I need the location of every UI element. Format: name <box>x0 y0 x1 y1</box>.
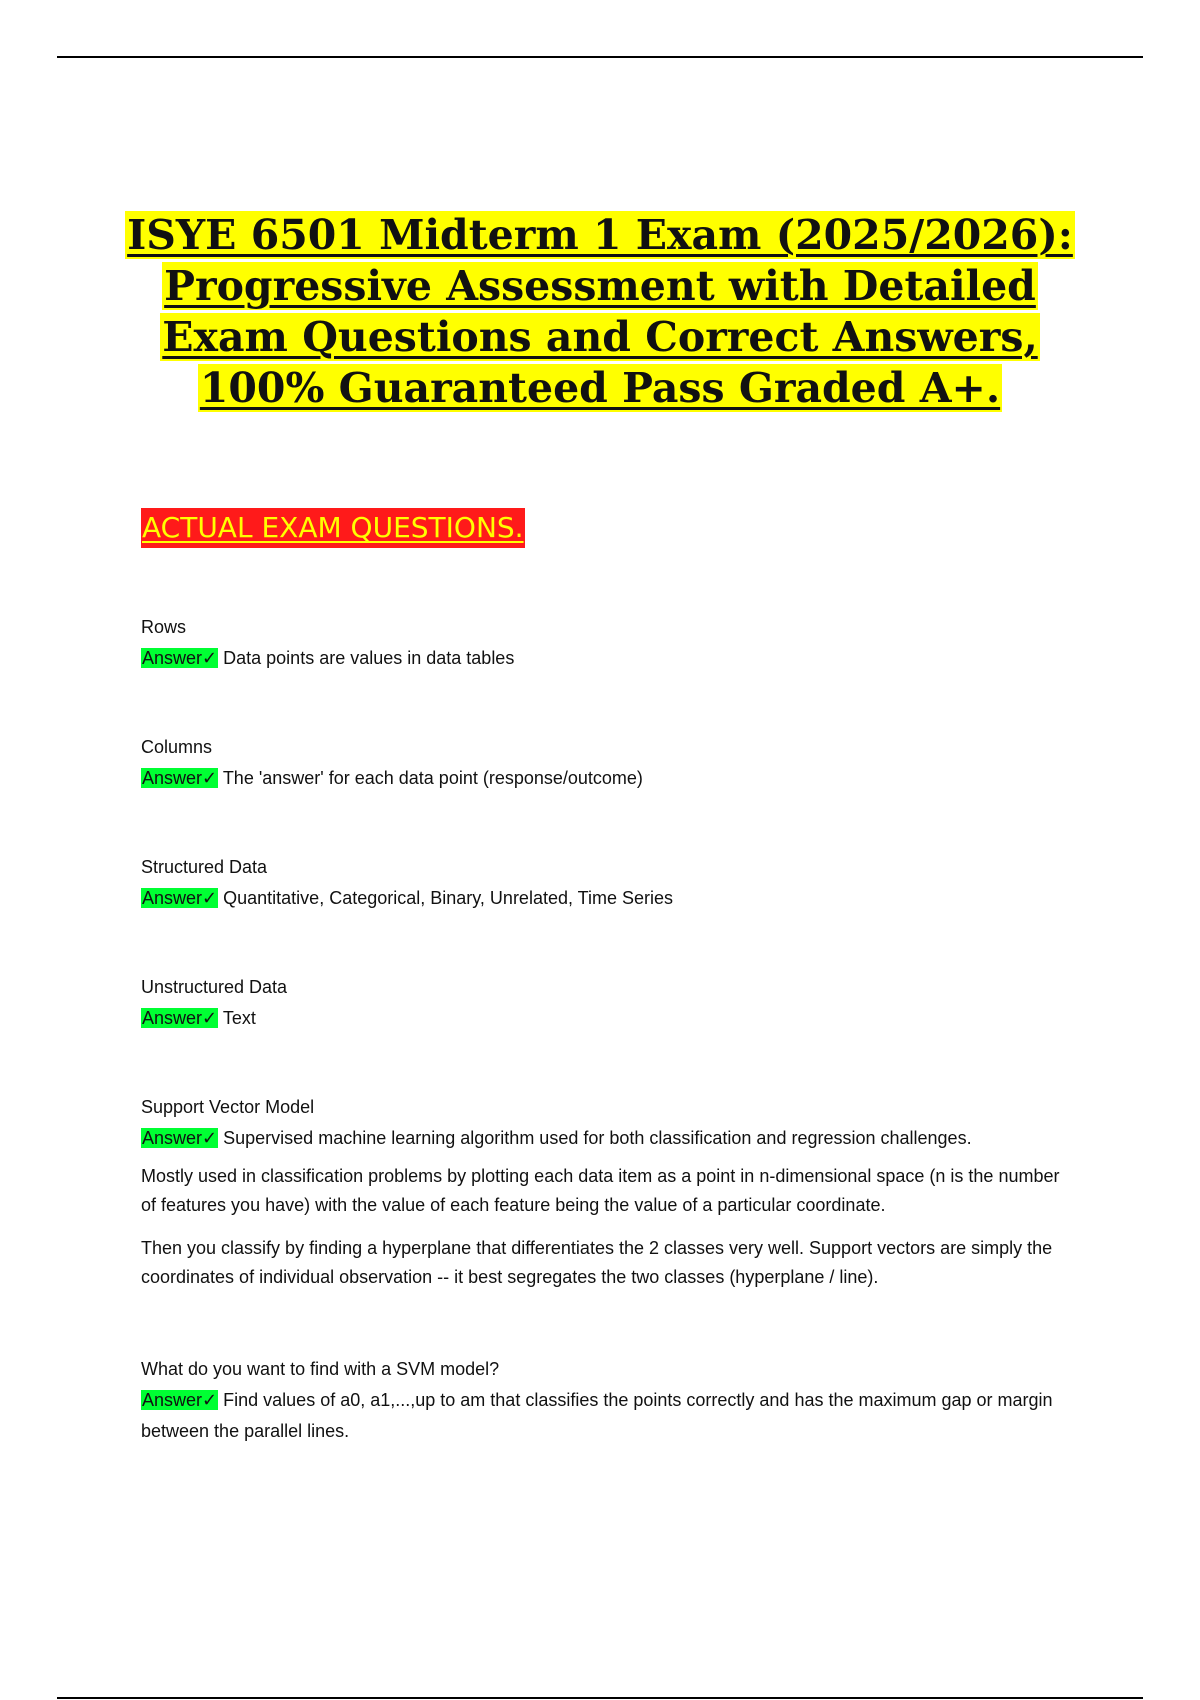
answer-line <box>141 1003 1061 1034</box>
answer-text: Quantitative, Categorical, Binary, Unrelated, Time Series <box>223 888 674 908</box>
answer-line <box>141 883 1061 914</box>
checkmark-icon: ✓ <box>202 888 218 909</box>
question-text: Unstructured Data <box>141 977 288 997</box>
answer-label: Answer✓ <box>142 1128 218 1149</box>
checkmark-icon: ✓ <box>202 1008 218 1029</box>
question-text: Columns <box>141 737 213 757</box>
qa-item <box>141 972 1061 1034</box>
answer-label: Answer✓ <box>142 768 218 789</box>
title-line: 100% Guaranteed Pass Graded A+. <box>199 364 1001 412</box>
answer-label: Answer✓ <box>142 1008 218 1029</box>
document-title <box>100 210 1100 414</box>
qa-list <box>141 612 1061 1505</box>
answer-line <box>141 1385 1061 1447</box>
checkmark-icon: ✓ <box>202 648 218 669</box>
answer-line <box>141 1123 1061 1154</box>
title-line: ISYE 6501 Midterm 1 Exam (2025/2026): <box>127 211 1073 259</box>
answer-text: Data points are values in data tables <box>223 648 515 668</box>
answer-label: Answer✓ <box>142 648 218 669</box>
answer-text: Text <box>222 1008 256 1028</box>
title-line: Progressive Assessment with Detailed <box>164 262 1036 310</box>
question-text: What do you want to find with a SVM model? <box>141 1359 500 1379</box>
checkmark-icon: ✓ <box>202 768 218 789</box>
answer-line <box>141 763 1061 794</box>
question-text: Structured Data <box>141 857 268 877</box>
qa-item <box>141 1354 1061 1447</box>
answer-detail-paragraph: Then you classify by finding a hyperplane that differentiates the 2 classes very well. Support vectors are simply the coordinates of individual observation -- it best segregates the two classes (hyperplane / line). <box>141 1238 1053 1287</box>
qa-item <box>141 732 1061 794</box>
qa-item <box>141 612 1061 674</box>
answer-label: Answer✓ <box>142 1390 218 1411</box>
answer-text: Find values of a0, a1,...,up to am that classifies the points correctly and has the maximum gap or margin between the parallel lines. <box>141 1390 1053 1441</box>
qa-item <box>141 1092 1061 1292</box>
question-text: Rows <box>141 617 187 637</box>
answer-text: Supervised machine learning algorithm used for both classification and regression challenges. <box>223 1128 972 1148</box>
checkmark-icon: ✓ <box>202 1128 218 1149</box>
answer-text: The 'answer' for each data point (response/outcome) <box>222 768 643 788</box>
bottom-rule <box>57 1697 1143 1699</box>
answer-line <box>141 643 1061 674</box>
qa-item <box>141 852 1061 914</box>
question-text: Support Vector Model <box>141 1097 315 1117</box>
checkmark-icon: ✓ <box>202 1390 218 1411</box>
answer-label: Answer✓ <box>142 888 218 909</box>
title-line: Exam Questions and Correct Answers, <box>162 313 1038 361</box>
answer-detail-paragraph: Mostly used in classification problems by plotting each data item as a point in n-dimensional space (n is the number of features you have) with the value of each feature being the value of a particular coordinate. <box>141 1166 1060 1215</box>
top-rule <box>57 56 1143 58</box>
section-heading: ACTUAL EXAM QUESTIONS. <box>141 508 525 548</box>
